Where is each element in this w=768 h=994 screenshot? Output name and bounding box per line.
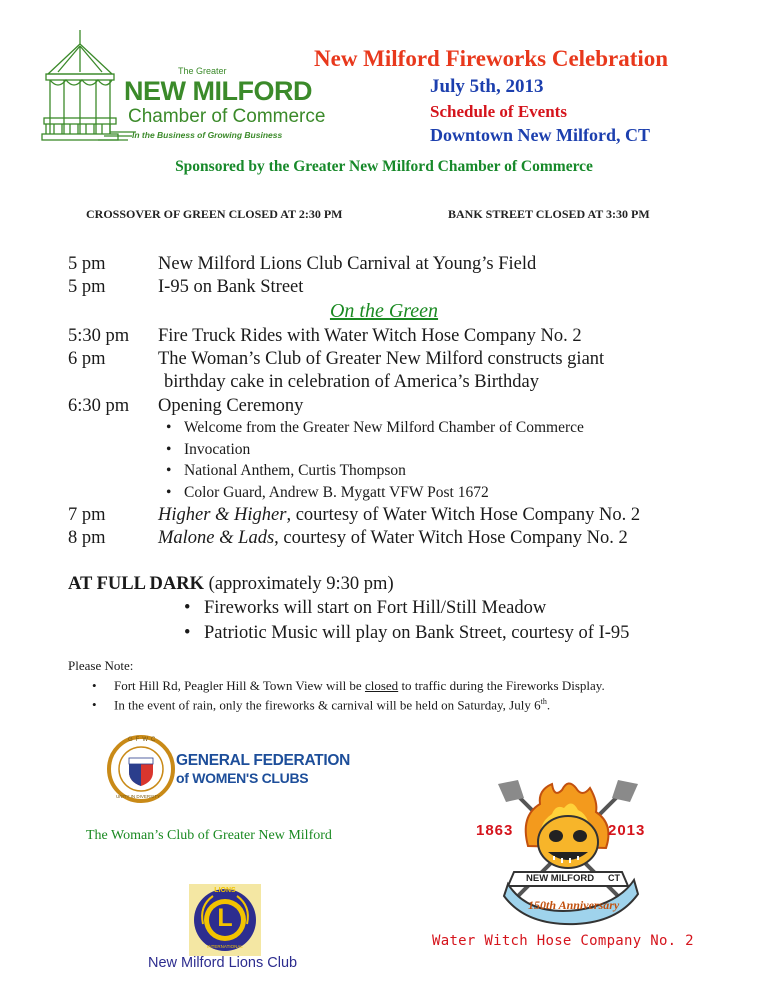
lions-ring-text: LIONS [214,887,236,894]
schedule-event: The Woman’s Club of Greater New Milford constructs giant [158,349,605,369]
schedule-time: 6 pm [68,349,106,369]
anniversary-year-end: 2013 [608,822,646,839]
lions-club-caption: New Milford Lions Club [148,955,298,971]
water-witch-caption: Water Witch Hose Company No. 2 [432,933,694,949]
ceremony-item: • National Anthem, Curtis Thompson [184,461,406,481]
section-heading-on-the-green: On the Green [329,300,439,322]
water-witch-logo [468,776,668,926]
gfwc-seal-logo [106,734,176,804]
lions-ring-bottom-text: INTERNATIONAL [207,944,243,949]
closure-bank-street: BANK STREET CLOSED AT 3:30 PM [448,207,650,221]
note-text: Fort Hill Rd, Peagler Hill & Town View will be [114,678,365,693]
schedule-heading: Schedule of Events [430,102,567,121]
full-dark-heading [68,573,394,595]
event-location: Downtown New Milford, CT [430,125,650,145]
schedule-time: 5 pm [68,277,106,297]
gfwc-name-line2: of WOMEN'S CLUBS [176,770,309,786]
act-courtesy: , courtesy of Water Witch Hose Company No. 2 [274,528,628,548]
note-item [114,678,605,694]
note-superscript: th [540,697,547,706]
gfwc-seal-text: GFWC [128,737,159,743]
banner-ct-text: CT [608,873,620,883]
schedule-time: 5 pm [68,254,106,274]
schedule-time: 5:30 pm [68,326,130,346]
schedule-event: I-95 on Bank Street [158,277,304,297]
schedule-time: 7 pm [68,505,106,525]
full-dark-item: • Patriotic Music will play on Bank Street, courtesy of I-95 [204,622,629,644]
lions-letter: L [217,904,233,932]
ceremony-item: • Color Guard, Andrew B. Mygatt VFW Post 1672 [184,483,489,503]
event-date: July 5th, 2013 [430,76,544,97]
womans-club-caption: The Woman’s Club of Greater New Milford [86,828,332,843]
schedule-event: Opening Ceremony [158,396,304,416]
schedule-event [158,504,640,526]
anniversary-ribbon-text: 150th Anniversary [528,898,620,912]
full-dark-time: (approximately 9:30 pm) [204,574,394,594]
logo-main-text: NEW MILFORD [124,76,312,106]
act-name: Malone & Lads [158,528,275,548]
sponsor-line: Sponsored by the Greater New Milford Chamber of Commerce [175,158,593,175]
act-courtesy: , courtesy of Water Witch Hose Company No. 2 [286,505,641,525]
chamber-logo [38,26,326,154]
full-dark-label: AT FULL DARK [68,574,205,594]
ceremony-item: • Welcome from the Greater New Milford Chamber of Commerce [184,418,584,438]
closure-green: CROSSOVER OF GREEN CLOSED AT 2:30 PM [86,207,343,221]
logo-tagline: In the Business of Growing Business [132,130,283,140]
note-item [114,697,550,713]
gfwc-seal-motto: UNITY IN DIVERSITY [116,794,161,799]
ceremony-item: • Invocation [184,440,250,460]
note-text: In the event of rain, only the fireworks & carnival will be held on Saturday, July 6 [114,697,541,713]
schedule-time: 6:30 pm [68,396,130,416]
schedule-event-continued: birthday cake in celebration of America’s Birthday [164,372,540,392]
schedule-event: Fire Truck Rides with Water Witch Hose Company No. 2 [158,326,582,346]
full-dark-item: • Fireworks will start on Fort Hill/Still Meadow [204,597,546,619]
note-closed-word: closed [364,678,399,693]
page-title: New Milford Fireworks Celebration [314,46,669,71]
banner-text: NEW MILFORD [526,873,595,884]
logo-sub-text: Chamber of Commerce [128,106,326,127]
schedule-event: New Milford Lions Club Carnival at Young’s Field [158,254,537,274]
lions-club-logo [189,884,261,956]
note-text: to traffic during the Fireworks Display. [398,678,605,693]
please-note-label: Please Note: [68,658,134,673]
act-name: Higher & Higher [158,505,287,525]
schedule-event [158,527,628,549]
anniversary-year-start: 1863 [476,822,514,839]
logo-small-text: The Greater [178,66,227,76]
schedule-time: 8 pm [68,528,106,548]
gfwc-name-line1: GENERAL FEDERATION [176,752,351,769]
note-text: . [546,697,551,713]
